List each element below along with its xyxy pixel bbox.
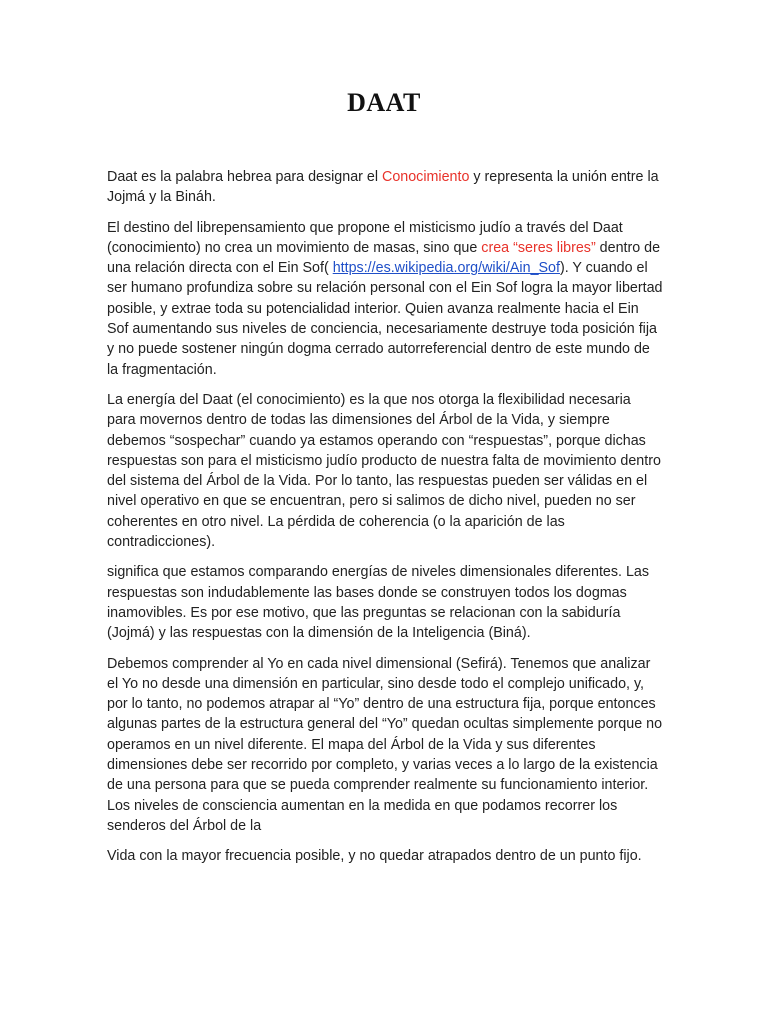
paragraph-2-text-d: ). Y cuando el ser humano profundiza sobre su relación personal con el Ein Sof logra la mayor libertad posible, y extrae toda su potencialidad interior. Quien avanza realmente hacia el Ein Sof aumentando sus niveles de conciencia, necesariamente destruye toda posición fija y no puede sostener ningún dogma cerrado autorreferencial dentro de este mundo de la fragmentación. [107, 260, 663, 378]
wikipedia-link[interactable]: https://es.wikipedia.org/wiki/Ain_Sof [332, 260, 560, 277]
document-title: DAAT [347, 88, 421, 117]
paragraph-2-text-c: dentro de una relación directa con el Ein Sof( [107, 239, 661, 277]
paragraph-3: La energía del Daat (el conocimiento) es la que nos otorga la flexibilidad necesaria para movernos dentro de todas las dimensiones del Árbol de la Vida, y siempre debemos “sospechar” cuando ya estamos operando con “respuestas”, porque dichas respuestas son para el misticismo judío producto de nuestra falta de movimiento dentro del sistema del Árbol de la Vida. Por lo tanto, las respuestas pueden ser válidas en el nivel operativo en que se encuentran, pero si salimos de dicho nivel, pueden no ser coherentes en otro nivel. La pérdida de coherencia (o la aparición de las contradicciones). [107, 391, 661, 551]
paragraph-5: Debemos comprender al Yo en cada nivel dimensional (Sefirá). Tenemos que analizar el Yo no desde una dimensión en particular, sino desde todo el complejo unificado, y, por lo tanto, no podemos atrapar al “Yo” dentro de una estructura fija, porque entonces algunas partes de la estructura general del “Yo” quedan ocultas simplemente porque no operamos en un nivel diferente. El mapa del Árbol de la Vida y sus diferentes dimensiones debe ser recorrido por completo, y varias veces a lo largo de la existencia de una persona para que se pueda comprender realmente su funcionamiento interior. Los niveles de consciencia aumentan en la medida en que podamos recorrer los senderos del Árbol de la [107, 655, 663, 834]
paragraph-1-text-c: y representa la unión entre la Jojmá y la Bináh. [107, 169, 659, 206]
highlight-seres-libres: crea “seres libres” [481, 239, 596, 256]
highlight-conocimiento: Conocimiento [382, 169, 470, 185]
paragraph-1-text-a: Daat es la palabra hebrea para designar el [107, 169, 382, 185]
paragraph-6: Vida con la mayor frecuencia posible, y no quedar atrapados dentro de un punto fijo. [107, 848, 642, 865]
paragraph-2-text-a: El destino del librepensamiento que propone el misticismo judío a través del Daat (conocimiento) no crea un movimiento de masas, sino que [107, 219, 623, 256]
paragraph-4: significa que estamos comparando energías de niveles dimensionales diferentes. Las respuestas son indudablemente las bases donde se construyen todos los dogmas inamovibles. Es por ese motivo, que las preguntas se relacionan con la sabiduría (Jojmá) y las respuestas con la dimensión de la Inteligencia (Biná). [107, 564, 650, 642]
document-body [107, 167, 663, 877]
paragraph-2 [107, 218, 663, 380]
paragraph-1 [107, 167, 663, 208]
